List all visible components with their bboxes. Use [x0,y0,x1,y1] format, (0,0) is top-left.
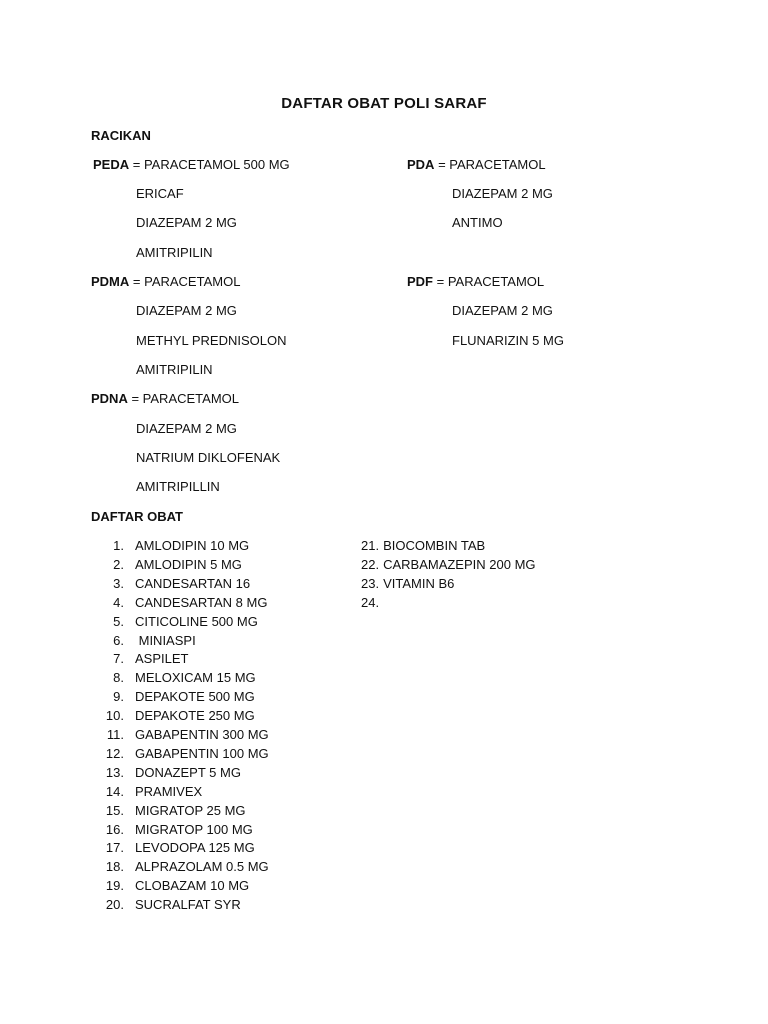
racikan-code: PDF [407,274,433,289]
list-number: 6. [113,632,124,648]
list-number: 8. [113,670,124,686]
drug-name: CANDESARTAN 8 MG [135,594,268,610]
drug-list-item [102,557,242,573]
racikan-base: = PARACETAMOL [132,274,241,289]
drug-name: MINIASPI [135,632,196,648]
racikan-pdf-header [407,274,544,290]
drug-name: MELOXICAM 15 MG [135,670,256,686]
racikan-heading: RACIKAN [91,128,151,143]
racikan-pda-header [407,157,546,173]
racikan-ingredient: DIAZEPAM 2 MG [452,303,553,318]
drug-name: CANDESARTAN 16 [135,575,251,591]
racikan-code: PEDA [93,157,130,172]
racikan-ingredient: DIAZEPAM 2 MG [452,186,553,201]
drug-name: CITICOLINE 500 MG [135,613,258,629]
drug-name: SUCRALFAT SYR [135,897,241,913]
list-number: 19. [105,878,124,894]
list-number: 1. [113,538,124,553]
racikan-ingredient: ERICAF [136,186,184,201]
drug-name: DEPAKOTE 250 MG [135,708,255,724]
list-number: 12. [105,745,124,761]
list-number: 3. [113,575,124,591]
drug-name: DONAZEPT 5 MG [135,764,241,780]
drug-name: CLOBAZAM 10 MG [135,878,250,894]
drug-list-item [361,557,536,573]
list-number: 24. [361,594,380,610]
drug-name: LEVODOPA 125 MG [135,840,255,856]
list-number: 17. [105,840,124,856]
drug-list-item [102,670,256,686]
drug-list-item [102,538,249,554]
racikan-base: = PARACETAMOL [131,391,239,406]
drug-list-item [102,708,255,724]
drug-list-item [102,595,267,611]
drug-list-item [102,784,202,800]
list-number: 11. [106,727,124,742]
list-number: 5. [113,613,124,629]
drug-list-item [102,727,269,743]
list-number: 18. [105,859,124,875]
racikan-code: PDNA [91,391,128,406]
racikan-ingredient: DIAZEPAM 2 MG [136,303,237,318]
drug-list-item [102,878,249,894]
racikan-pdma-header [91,274,240,290]
racikan-base: = PARACETAMOL 500 MG [132,157,290,172]
list-number: 13. [105,764,124,780]
list-number: 15. [105,802,124,818]
list-number: 4. [113,594,124,610]
drug-list-item [102,633,196,649]
drug-name: GABAPENTIN 100 MG [135,745,269,761]
drug-name: ASPILET [135,651,189,667]
drug-list-item [102,859,269,875]
list-number: 14. [105,783,124,799]
drug-name: ALPRAZOLAM 0.5 MG [135,859,269,875]
racikan-ingredient: AMITRIPILLIN [136,479,220,494]
drug-name: AMLODIPIN 5 MG [135,556,242,572]
drug-name: MIGRATOP 25 MG [135,802,246,818]
drug-name: BIOCOMBIN TAB [383,538,486,553]
drug-list-item [102,897,241,913]
list-number: 10. [105,708,124,724]
drug-list-item [361,595,383,611]
list-number: 2. [113,556,124,572]
racikan-base: = PARACETAMOL [438,157,546,172]
drug-list-item [361,538,485,554]
racikan-ingredient: ANTIMO [452,215,503,230]
drug-list-item [102,765,241,781]
drug-name: CARBAMAZEPIN 200 MG [383,556,536,572]
drug-name: PRAMIVEX [135,783,203,799]
drug-list-item [102,822,253,838]
racikan-base: = PARACETAMOL [436,274,545,289]
drug-list-item [102,614,258,630]
drug-name: VITAMIN B6 [383,575,455,591]
list-number: 9. [113,689,124,705]
drug-name: DEPAKOTE 500 MG [135,689,255,705]
list-number: 7. [113,651,124,667]
racikan-ingredient: AMITRIPILIN [136,362,213,377]
daftar-obat-heading: DAFTAR OBAT [91,509,183,524]
drug-name: AMLODIPIN 10 MG [135,538,250,553]
drug-list-item [102,746,269,762]
racikan-pdna-header [91,391,239,407]
list-number: 22. [361,556,380,572]
racikan-ingredient: DIAZEPAM 2 MG [136,421,237,436]
drug-list-item [361,576,454,592]
racikan-code: PDMA [91,274,130,289]
drug-name: GABAPENTIN 300 MG [135,727,269,742]
racikan-ingredient: METHYL PREDNISOLON [136,333,287,348]
drug-list-item [102,651,188,667]
racikan-ingredient: FLUNARIZIN 5 MG [452,333,564,348]
drug-list-item [102,689,255,705]
racikan-ingredient: NATRIUM DIKLOFENAK [136,450,281,465]
racikan-peda-header [93,157,290,173]
list-number: 23. [361,575,380,591]
drug-list-item [102,840,255,856]
list-number: 20. [105,897,124,913]
drug-name: MIGRATOP 100 MG [135,821,253,837]
racikan-code: PDA [407,157,435,172]
racikan-ingredient: AMITRIPILIN [136,245,213,260]
document-title: DAFTAR OBAT POLI SARAF [281,95,487,112]
racikan-ingredient: DIAZEPAM 2 MG [136,215,237,230]
list-number: 16. [105,821,124,837]
drug-list-item [102,803,246,819]
drug-list-item [102,576,250,592]
list-number: 21. [361,538,380,553]
